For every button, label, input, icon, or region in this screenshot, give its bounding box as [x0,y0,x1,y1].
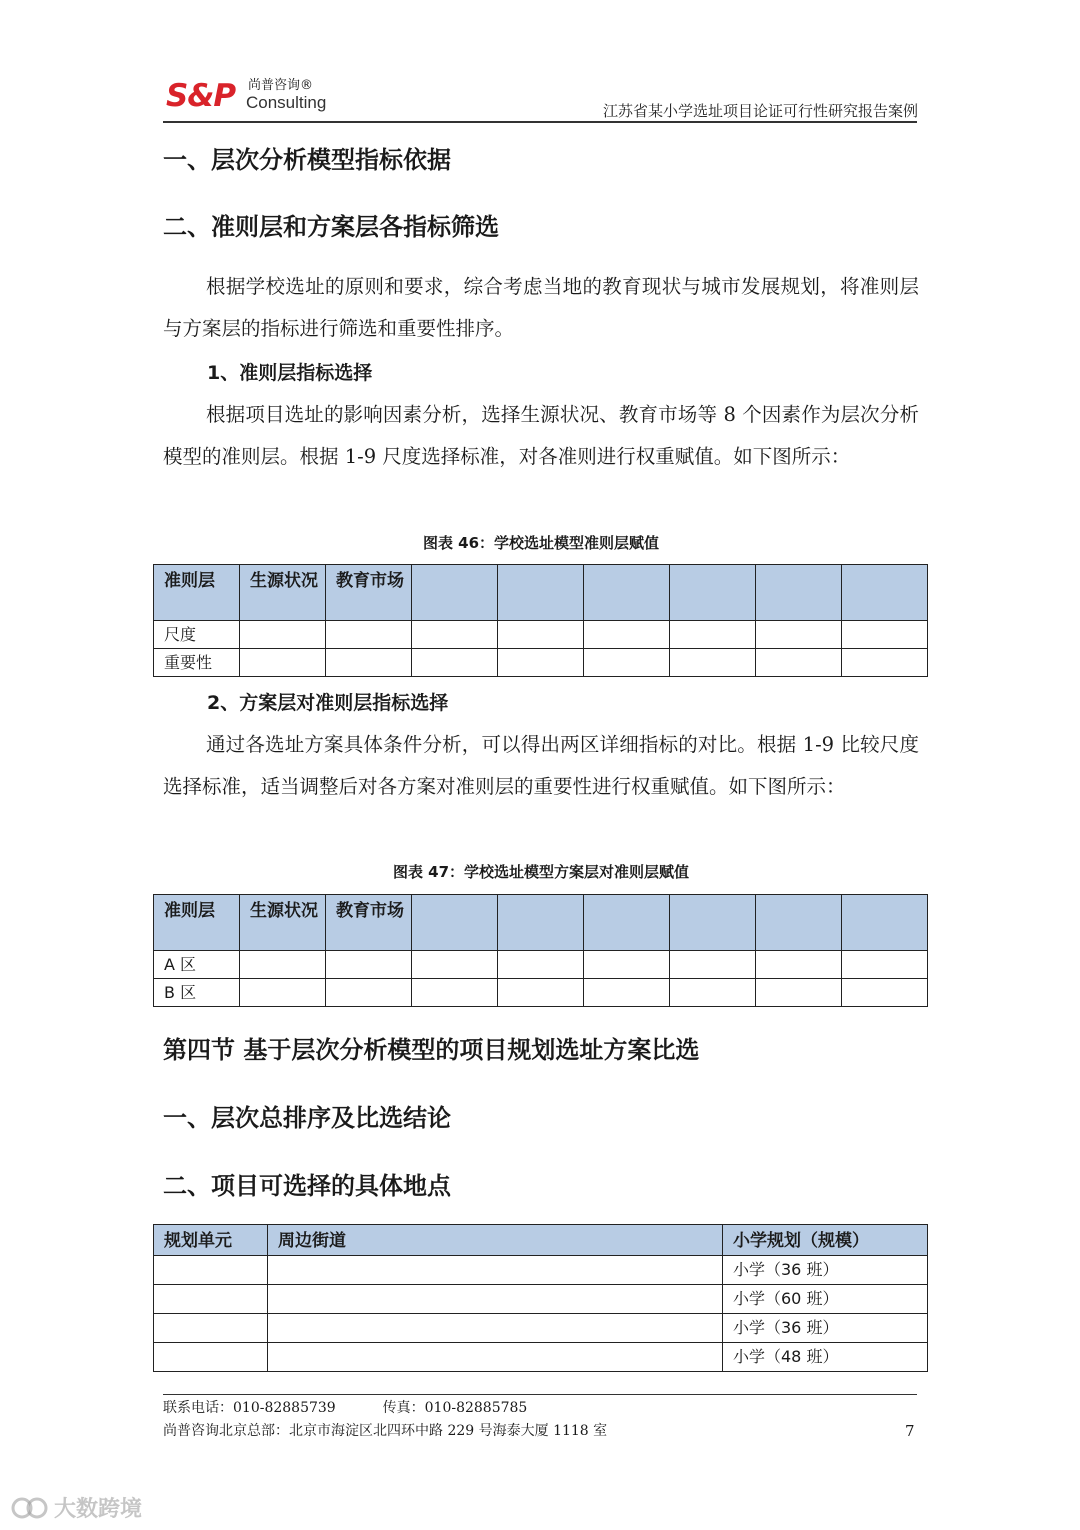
heading-criteria-selection: 1、准则层指标选择 [207,362,373,384]
footer-address: 尚普咨询北京总部：北京市海淀区北四环中路 229 号海泰大厦 1118 室 [163,1423,608,1439]
table-row [154,649,928,677]
school-scale-cell: 小学（36 班） [723,1256,928,1285]
header-cell [498,895,584,951]
heading-scheme-selection: 2、方案层对准则层指标选择 [207,692,449,714]
location-table [153,1224,928,1372]
table-row [154,621,928,649]
document-title: 江苏省某小学选址项目论证可行性研究报告案例 [602,102,918,120]
scheme-weight-table [153,894,928,1007]
table-row [154,979,928,1007]
row-label: B 区 [154,979,240,1007]
header-cell [842,565,928,621]
company-logo [166,78,336,118]
header-cell: 规划单元 [154,1225,268,1256]
header-cell [670,895,756,951]
header-cell: 教育市场 [326,565,412,621]
paragraph-screening: 根据学校选址的原则和要求，综合考虑当地的教育现状与城市发展规划，将准则层与方案层的指标进行筛选和重要性排序。 [163,275,919,340]
watermark-logo-icon [10,1494,50,1522]
header-cell [584,895,670,951]
paragraph-scheme: 通过各选址方案具体条件分析，可以得出两区详细指标的对比。根据 1-9 比较尺度选择标准，适当调整后对各方案对准则层的重要性进行权重赋值。如下图所示： [163,733,919,798]
caption-figure-47: 图表 47：学校选址模型方案层对准则层赋值 [392,863,690,881]
header-cell: 生源状况 [240,565,326,621]
table-header-row [154,1225,928,1256]
table-row [154,951,928,979]
logo-english-name: Consulting [246,93,327,112]
caption-figure-46: 图表 46：学校选址模型准则层赋值 [422,534,660,552]
page-number: 7 [905,1422,915,1440]
table-header-row [154,895,928,951]
header-cell: 生源状况 [240,895,326,951]
criteria-weight-table [153,564,928,677]
header-cell: 小学规划（规模） [723,1225,928,1256]
table-row [154,1314,928,1343]
heading-ahp-basis: 一、层次分析模型指标依据 [163,146,451,174]
heading-ranking-conclusion: 一、层次总排序及比选结论 [163,1104,451,1132]
table-row [154,1285,928,1314]
header-cell [670,565,756,621]
header-cell [412,895,498,951]
footer-contact [163,1399,527,1417]
header-divider [163,121,917,123]
footer-fax: 传真：010-82885785 [382,1400,528,1416]
heading-section-4: 第四节 基于层次分析模型的项目规划选址方案比选 [163,1036,700,1064]
header-cell: 准则层 [154,895,240,951]
school-scale-cell: 小学（60 班） [723,1285,928,1314]
row-label: 重要性 [154,649,240,677]
footer-phone: 联系电话：010-82885739 [163,1400,336,1416]
table-header-row [154,565,928,621]
header-cell [756,565,842,621]
school-scale-cell: 小学（36 班） [723,1314,928,1343]
row-label: A 区 [154,951,240,979]
logo-mark: S&P [166,78,236,114]
header-cell: 教育市场 [326,895,412,951]
watermark-text: 大数跨境 [54,1497,143,1522]
heading-indicator-screening: 二、准则层和方案层各指标筛选 [163,213,499,241]
paragraph-criteria: 根据项目选址的影响因素分析，选择生源状况、教育市场等 8 个因素作为层次分析模型的准则层。根据 1-9 尺度选择标准，对各准则进行权重赋值。如下图所示： [163,403,919,468]
school-scale-cell: 小学（48 班） [723,1343,928,1372]
header-cell [412,565,498,621]
header-cell [756,895,842,951]
heading-candidate-locations: 二、项目可选择的具体地点 [163,1172,451,1200]
watermark [10,1492,142,1523]
logo-chinese-name: 尚普咨询® [248,78,314,93]
header-cell: 准则层 [154,565,240,621]
footer-divider [163,1394,917,1395]
table-row [154,1343,928,1372]
header-cell [842,895,928,951]
header-cell: 周边街道 [268,1225,723,1256]
table-row [154,1256,928,1285]
header-cell [498,565,584,621]
row-label: 尺度 [154,621,240,649]
header-cell [584,565,670,621]
